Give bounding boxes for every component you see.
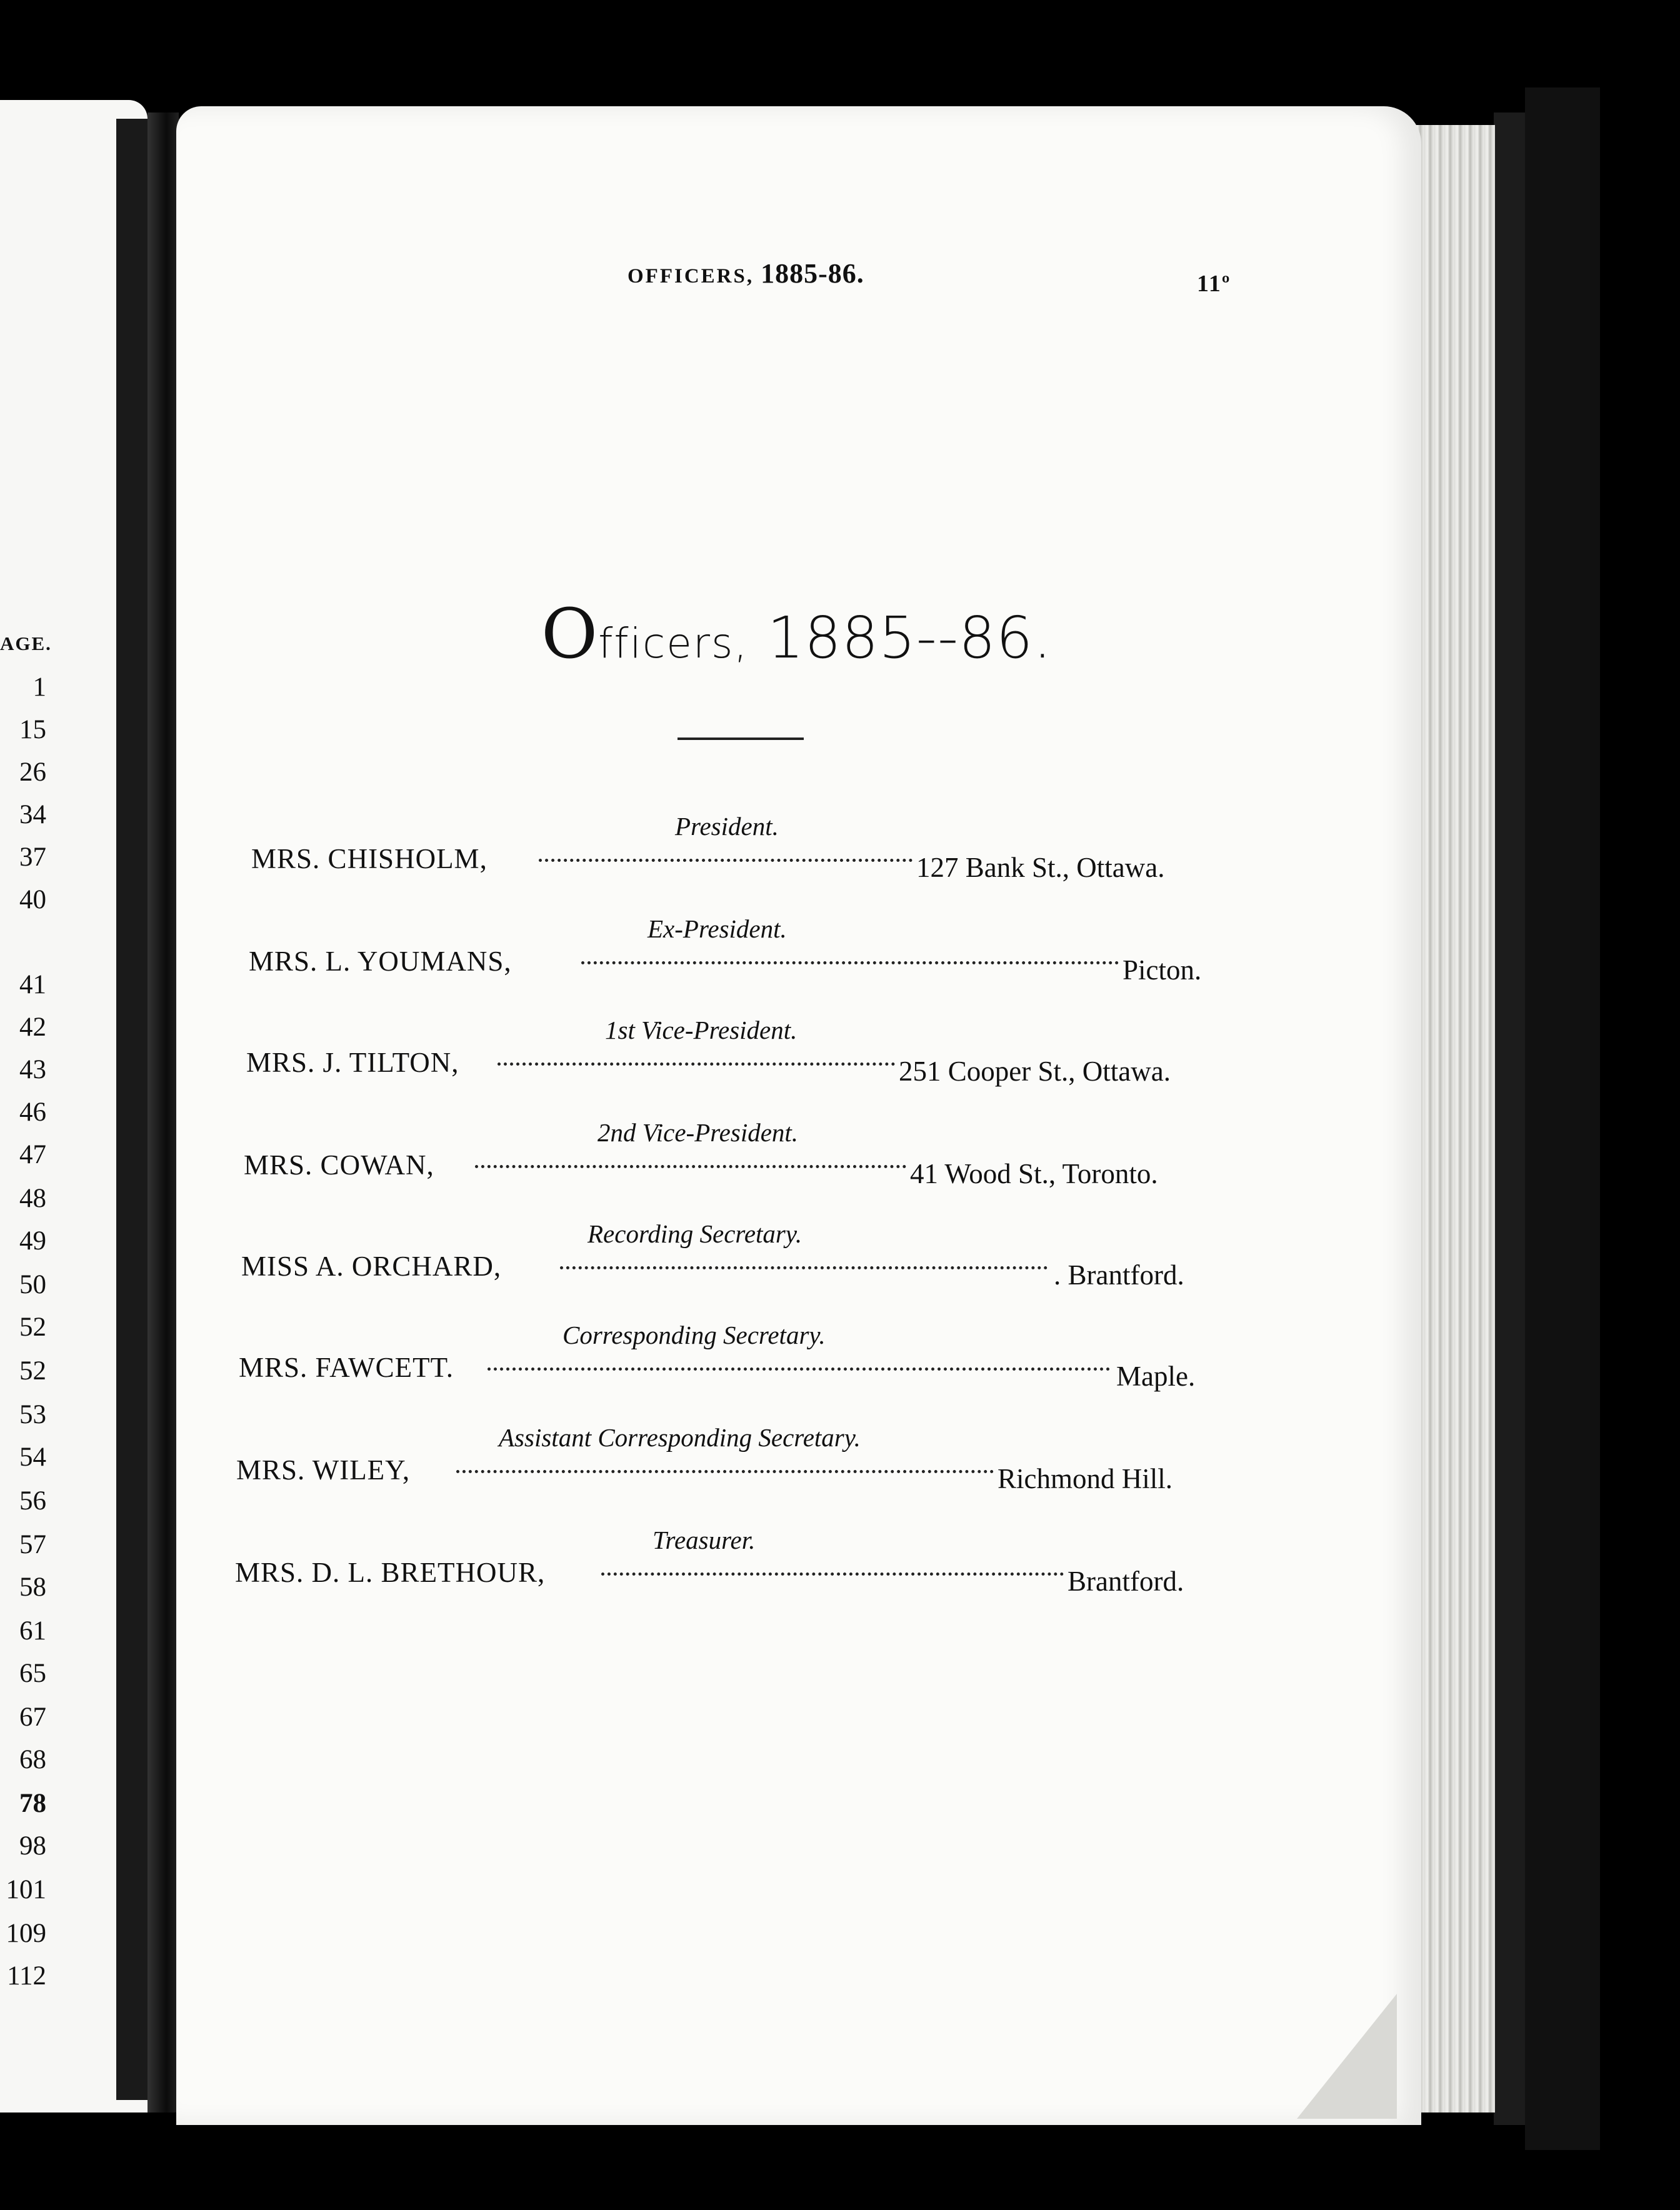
leader-dots — [601, 1560, 1064, 1576]
leader-dots — [560, 1254, 1048, 1269]
index-page-number: 42 — [19, 1012, 46, 1042]
leader-dots — [475, 1152, 906, 1168]
officer-name: MRS. CHISHOLM, — [251, 843, 488, 874]
index-page-number: 52 — [19, 1312, 46, 1342]
index-page-number: 40 — [19, 885, 46, 914]
office-title: Corresponding Secretary. — [562, 1321, 826, 1349]
index-heading: AGE. — [0, 632, 52, 654]
officer-name: MRS. L. YOUMANS, — [249, 946, 512, 977]
officer-address: 41 Wood St., Toronto. — [910, 1158, 1158, 1189]
index-page-number: 52 — [19, 1356, 46, 1386]
office-title: Assistant Corresponding Secretary. — [499, 1423, 861, 1452]
leader-dots — [488, 1355, 1110, 1371]
index-page-number: 67 — [19, 1702, 46, 1732]
index-page-number: 43 — [19, 1055, 46, 1084]
office-title: Recording Secretary. — [588, 1219, 802, 1248]
office-title: President. — [675, 812, 779, 841]
index-page-number: 61 — [19, 1616, 46, 1646]
officer-name: MRS. WILEY, — [236, 1454, 411, 1486]
running-head-year: 1885-86. — [761, 258, 864, 289]
page-title — [541, 594, 1052, 674]
officer-address: Richmond Hill. — [998, 1463, 1172, 1494]
officer-address: 251 Cooper St., Ottawa. — [899, 1056, 1171, 1087]
index-page-number: 15 — [19, 715, 46, 744]
index-page-number: 109 — [6, 1919, 46, 1948]
index-page-number: 98 — [19, 1831, 46, 1861]
leader-dots — [539, 846, 912, 862]
index-page-number: 56 — [19, 1486, 46, 1516]
index-page-number: 26 — [19, 758, 46, 787]
running-head — [628, 258, 864, 289]
office-title: Treasurer. — [652, 1526, 756, 1554]
index-page-number: 49 — [19, 1226, 46, 1256]
index-page-number: 34 — [19, 800, 46, 829]
index-page-number: 50 — [19, 1270, 46, 1299]
index-page-number: 47 — [19, 1140, 46, 1169]
officer-address: Brantford. — [1068, 1566, 1184, 1597]
leader-dots — [581, 949, 1119, 964]
office-title: Ex-President. — [648, 914, 787, 943]
index-page-number: 68 — [19, 1745, 46, 1774]
folded-page-corner — [1297, 1994, 1397, 2119]
title-initial: O — [541, 594, 599, 674]
index-page-number: 37 — [19, 842, 46, 872]
officer-name: MRS. J. TILTON, — [246, 1047, 459, 1078]
officer-address: 127 Bank St., Ottawa. — [916, 852, 1165, 883]
officer-address: Maple. — [1116, 1361, 1196, 1392]
index-page-number: 57 — [19, 1530, 46, 1559]
index-page-number: 54 — [19, 1442, 46, 1472]
office-title: 1st Vice-President. — [605, 1016, 798, 1044]
title-year: 1885--86. — [767, 604, 1052, 671]
officer-address: . Brantford. — [1054, 1259, 1184, 1291]
index-page-number: 58 — [19, 1572, 46, 1602]
index-page-number: 1 — [32, 672, 46, 702]
title-rule — [678, 738, 804, 740]
index-page-number: 46 — [19, 1098, 46, 1127]
index-page-number: 112 — [7, 1961, 46, 1991]
book-cover-edge — [1525, 88, 1600, 2150]
officer-name: MRS. D. L. BRETHOUR, — [235, 1557, 546, 1588]
page-number: 11º — [1197, 271, 1231, 297]
right-page — [176, 106, 1421, 2125]
index-page-number: 48 — [19, 1184, 46, 1213]
officer-address: Picton. — [1122, 954, 1202, 986]
index-page-number: 65 — [19, 1659, 46, 1688]
officer-name: MISS A. ORCHARD, — [241, 1251, 502, 1282]
officer-name: MRS. COWAN, — [244, 1149, 434, 1181]
leader-dots — [498, 1050, 895, 1066]
index-page-number: 41 — [19, 970, 46, 999]
index-page-number: 78 — [19, 1789, 46, 1818]
index-page-number: 101 — [6, 1875, 46, 1904]
gutter-shadow — [148, 112, 179, 2112]
officer-name: MRS. FAWCETT. — [239, 1352, 454, 1383]
leader-dots — [456, 1458, 994, 1473]
index-page-number: 53 — [19, 1400, 46, 1429]
page-block-shadow — [1494, 112, 1525, 2125]
title-word: fficers, — [598, 619, 749, 668]
running-head-label: OFFICERS, — [628, 265, 754, 288]
office-title: 2nd Vice-President. — [598, 1118, 799, 1147]
